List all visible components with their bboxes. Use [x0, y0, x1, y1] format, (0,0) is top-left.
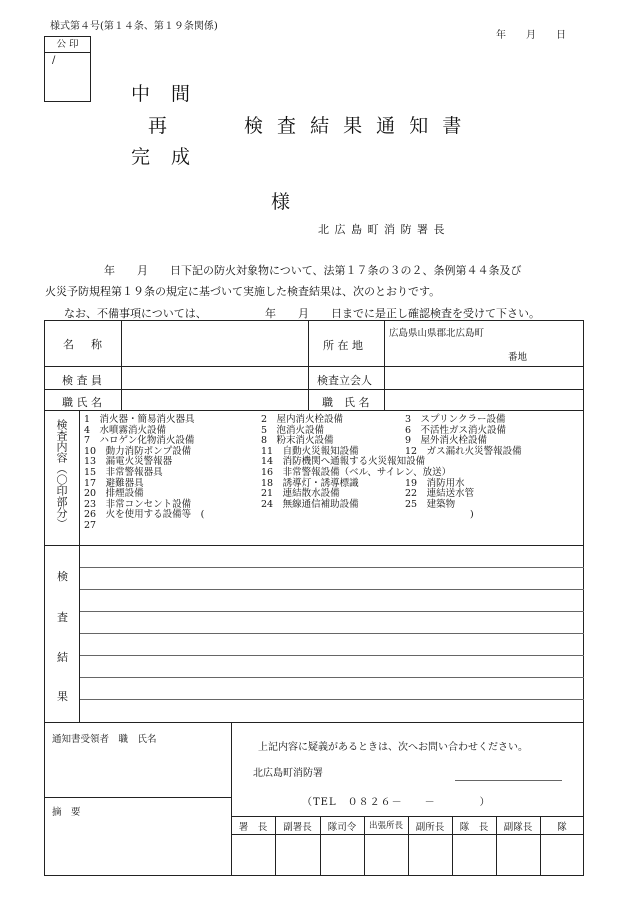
- witness-label: 検査立会人: [317, 374, 372, 387]
- inspection-item: 8 粉末消火設備: [261, 435, 334, 447]
- inspection-item: 10 動力消防ポンプ設備: [84, 445, 192, 457]
- inspector-title-label: 職 氏 名: [62, 396, 102, 409]
- stamp-header: 署 長: [238, 822, 268, 833]
- location-line-1: 広島県山県郡北広島町: [389, 328, 485, 339]
- contact-line-2: 北広島町消防署: [253, 768, 323, 779]
- seal-label: 公 印: [45, 37, 90, 53]
- inspection-item: 20 排煙設備: [84, 488, 144, 500]
- result-label-4: 果: [57, 690, 68, 703]
- receiver-label: 通知書受領者 職 氏名: [52, 734, 157, 745]
- form-number: 様式第４号(第１４条、第１９条関係): [50, 21, 218, 32]
- body-line-3-b: 年 月 日までに是正し確認検査を受けて下さい。: [265, 307, 540, 320]
- body-line-2: 火災予防規程第１９条の規定に基づいて実施した検査結果は、次のとおりです。: [45, 285, 441, 298]
- inspection-item: 9 屋外消火栓設備: [405, 435, 488, 447]
- name-label: 名 称: [63, 338, 105, 351]
- result-label-2: 査: [57, 611, 68, 624]
- inspection-item: 17 避難器具: [84, 477, 144, 489]
- stamp-header: 副隊長: [503, 822, 533, 833]
- inspection-item: 25 建築物: [405, 498, 456, 510]
- location-line-2: 番地: [508, 352, 528, 363]
- inspection-item: 24 無線通信補助設備: [261, 498, 359, 510]
- kind-interim: 中 間: [131, 83, 192, 105]
- inspection-item: 19 消防用水: [405, 477, 465, 489]
- inspection-item: 22 連結送水管: [405, 488, 475, 500]
- seal-box: [44, 36, 91, 102]
- inspection-item: 27: [84, 520, 97, 531]
- witness-title-label: 職 氏 名: [322, 396, 370, 409]
- inspection-item: 14 消防機関へ通報する火災報知設備: [261, 456, 426, 468]
- inspection-item: 2 屋内消火栓設備: [261, 414, 344, 425]
- stamp-header: 出張所長: [368, 821, 403, 831]
- inspection-item: 23 非常コンセント設備: [84, 498, 192, 510]
- inspection-item: 3 スプリンクラー設備: [405, 414, 506, 425]
- contact-tel: （TEL ０８２６－ － ）: [302, 797, 491, 808]
- inspector-label: 検 査 員: [62, 374, 102, 387]
- inspection-item: ): [470, 509, 474, 521]
- stamp-header: 隊司令: [327, 822, 357, 833]
- stamp-header: 副署長: [283, 822, 312, 833]
- kind-complete: 完 成: [131, 146, 192, 168]
- inspection-item: 7 ハロゲン化物消火設備: [84, 435, 195, 447]
- inspection-item: 13 漏電火災警報器: [84, 456, 173, 468]
- inspection-item: 16 非常警報設備（ベル、サイレン、放送）: [261, 467, 452, 478]
- stamp-header: 副所長: [415, 822, 445, 833]
- inspection-item: 11 自動火災報知設備: [261, 445, 359, 457]
- result-label-1: 検: [57, 570, 68, 583]
- contact-line-1: 上記内容に疑義があるときは、次へお問い合わせください。: [258, 742, 528, 753]
- stamp-header: 隊 長: [459, 822, 489, 833]
- location-label: 所 在 地: [323, 339, 363, 352]
- inspection-item: 4 水噴霧消火設備: [84, 424, 167, 436]
- result-label-3: 結: [57, 651, 68, 664]
- document-title: 検 査 結 果 通 知 書: [244, 115, 466, 137]
- inspection-item: 6 不活性ガス消火設備: [405, 424, 507, 436]
- stamp-header: 隊: [557, 822, 567, 833]
- kind-re: 再: [148, 115, 169, 137]
- inspection-item: 1 消火器・簡易消火器具: [84, 414, 195, 425]
- issue-date: 年 月 日: [496, 30, 566, 41]
- body-line-3-a: なお、不備事項については、: [64, 307, 207, 320]
- summary-label: 摘 要: [52, 807, 81, 818]
- inspection-item: 21 連結散水設備: [261, 488, 340, 500]
- honorific: 様: [271, 191, 292, 213]
- content-label: 検査内容（〇印部分）: [55, 419, 68, 529]
- inspection-item: 26 火を使用する設備等 (: [84, 509, 205, 521]
- inspection-item: 12 ガス漏れ火災警報設備: [405, 445, 522, 457]
- inspection-item: 18 誘導灯・誘導標識: [261, 477, 359, 489]
- seal-mark: /: [52, 55, 56, 66]
- inspection-item: 5 泡消火設備: [261, 424, 325, 436]
- issuer: 北 広 島 町 消 防 署 長: [318, 223, 446, 236]
- inspection-item: 15 非常警報器具: [84, 467, 163, 478]
- body-line-1: 年 月 日下記の防火対象物について、法第１７条の３の２、条例第４４条及び: [104, 264, 522, 277]
